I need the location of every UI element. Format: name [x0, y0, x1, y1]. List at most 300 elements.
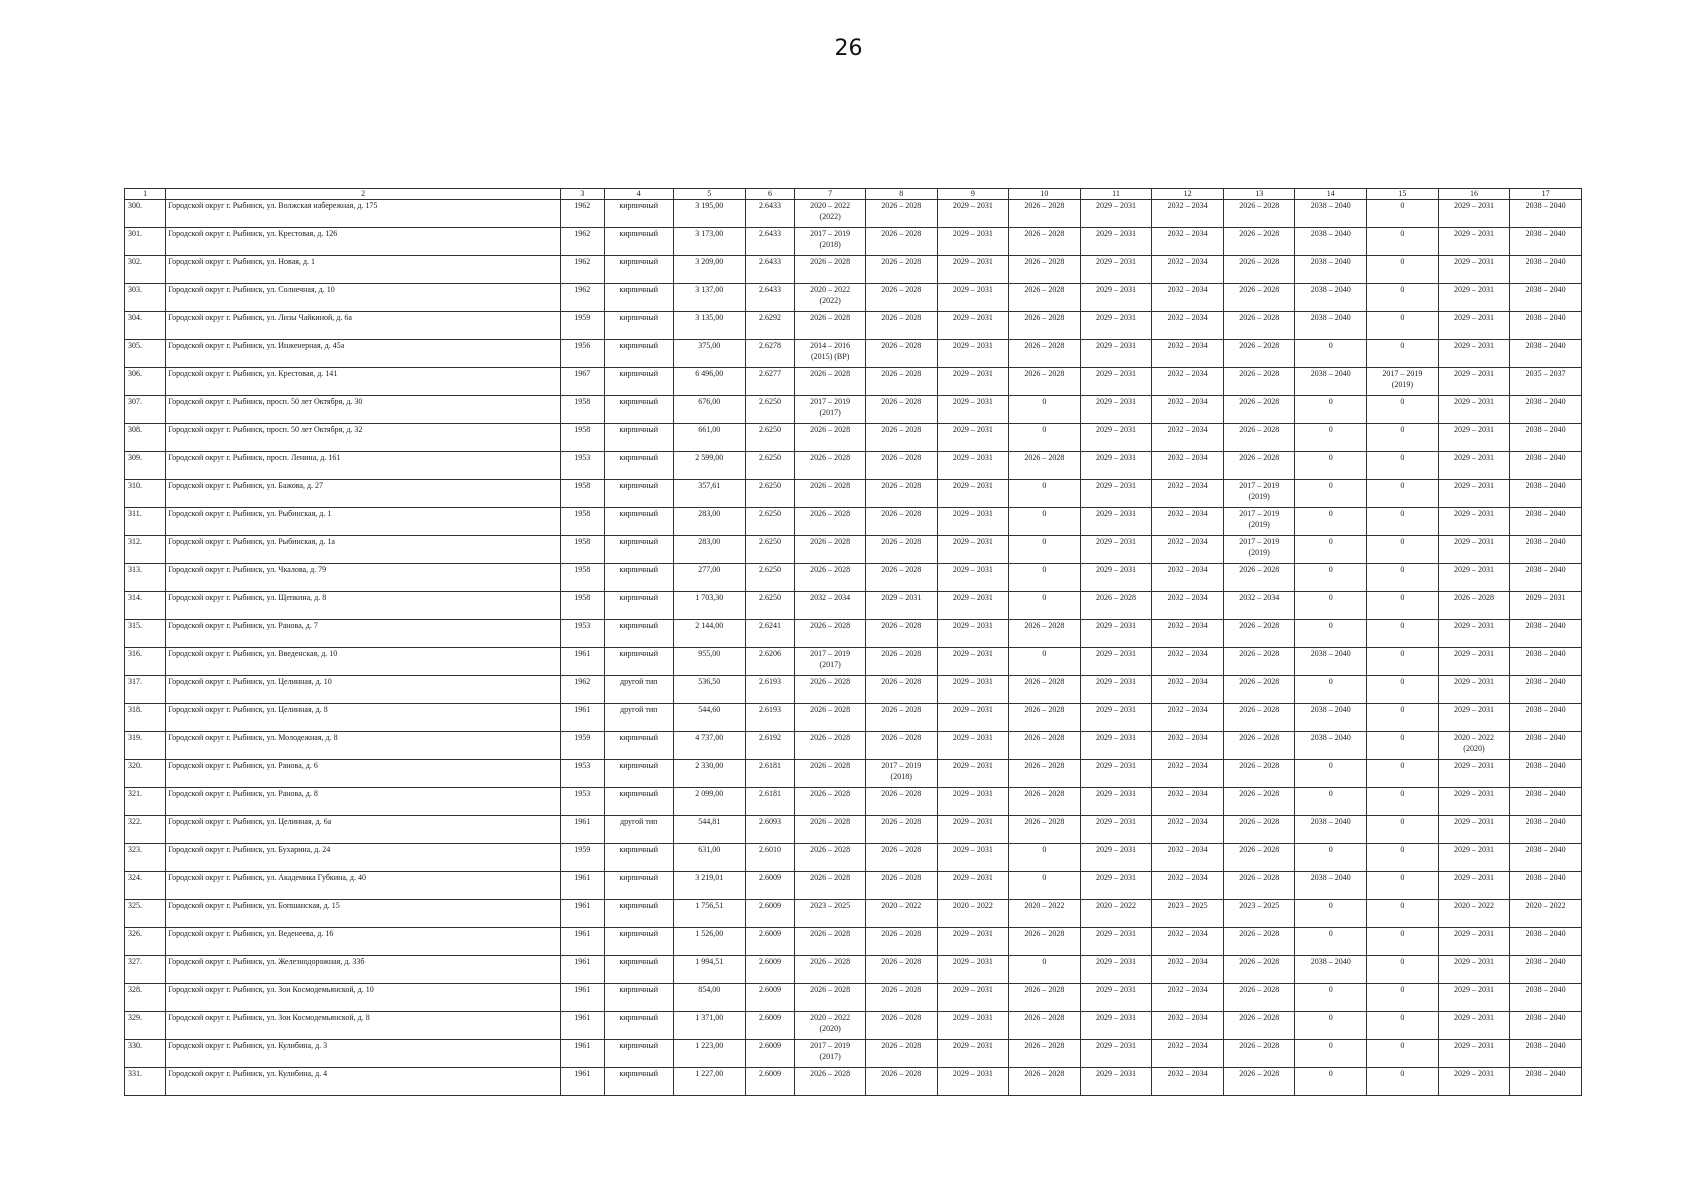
- period-col-16-cell: 2029 – 2031: [1438, 844, 1510, 872]
- column-header-3: 3: [561, 189, 604, 200]
- year-built-cell: 1958: [561, 536, 604, 564]
- area-cell: 375,00: [673, 340, 745, 368]
- rating-cell: 2.6250: [745, 592, 795, 620]
- period-col-16-cell: 2029 – 2031: [1438, 228, 1510, 256]
- period-col-17-cell: 2038 – 2040: [1510, 424, 1582, 452]
- period-col-14-cell: 0: [1295, 928, 1367, 956]
- period-col-9-cell: 2029 – 2031: [937, 424, 1009, 452]
- period-col-13-cell: 2026 – 2028: [1223, 396, 1295, 424]
- period-col-13-cell: 2026 – 2028: [1223, 620, 1295, 648]
- area-cell: 1 227,00: [673, 1068, 745, 1096]
- address-cell: Городской округ г. Рыбинск, ул. Солнечная, д. 10: [166, 284, 561, 312]
- table-row: [125, 312, 1582, 340]
- period-col-14-cell: 0: [1295, 340, 1367, 368]
- period-col-7-cell: 2014 – 2016 (2015) (ВР): [795, 340, 866, 368]
- period-col-10-cell: 2026 – 2028: [1009, 200, 1081, 228]
- row-number-cell: 318.: [125, 704, 166, 732]
- period-col-8-cell: 2026 – 2028: [865, 424, 937, 452]
- period-col-10-cell: 2026 – 2028: [1009, 732, 1081, 760]
- period-col-14-cell: 0: [1295, 1040, 1367, 1068]
- period-col-11-cell: 2029 – 2031: [1080, 256, 1152, 284]
- table-row: [125, 788, 1582, 816]
- period-col-10-cell: 2026 – 2028: [1009, 816, 1081, 844]
- period-col-11-cell: 2029 – 2031: [1080, 396, 1152, 424]
- rating-cell: 2.6250: [745, 508, 795, 536]
- period-col-12-cell: 2032 – 2034: [1152, 816, 1224, 844]
- wall-material-cell: кирпичный: [604, 620, 673, 648]
- period-col-12-cell: 2032 – 2034: [1152, 256, 1224, 284]
- rating-cell: 2.6250: [745, 536, 795, 564]
- year-built-cell: 1958: [561, 592, 604, 620]
- period-col-8-cell: 2029 – 2031: [865, 592, 937, 620]
- period-col-10-cell: 0: [1009, 648, 1081, 676]
- period-col-11-cell: 2020 – 2022: [1080, 900, 1152, 928]
- row-number-cell: 325.: [125, 900, 166, 928]
- rating-cell: 2.6009: [745, 900, 795, 928]
- wall-material-cell: кирпичный: [604, 396, 673, 424]
- period-col-7-cell: 2020 – 2022 (2020): [795, 1012, 866, 1040]
- period-col-13-cell: 2026 – 2028: [1223, 340, 1295, 368]
- period-col-16-cell: 2029 – 2031: [1438, 256, 1510, 284]
- rating-cell: 2.6181: [745, 788, 795, 816]
- period-col-17-cell: 2038 – 2040: [1510, 452, 1582, 480]
- period-col-9-cell: 2029 – 2031: [937, 228, 1009, 256]
- period-col-13-cell: 2017 – 2019 (2019): [1223, 536, 1295, 564]
- year-built-cell: 1958: [561, 508, 604, 536]
- period-col-12-cell: 2032 – 2034: [1152, 760, 1224, 788]
- period-col-8-cell: 2026 – 2028: [865, 732, 937, 760]
- period-col-10-cell: 0: [1009, 564, 1081, 592]
- period-col-7-cell: 2026 – 2028: [795, 480, 866, 508]
- period-col-7-cell: 2026 – 2028: [795, 1068, 866, 1096]
- rating-cell: 2.6193: [745, 704, 795, 732]
- period-col-17-cell: 2038 – 2040: [1510, 984, 1582, 1012]
- period-col-13-cell: 2026 – 2028: [1223, 872, 1295, 900]
- period-col-7-cell: 2017 – 2019 (2017): [795, 648, 866, 676]
- period-col-12-cell: 2032 – 2034: [1152, 508, 1224, 536]
- period-col-12-cell: 2032 – 2034: [1152, 424, 1224, 452]
- period-col-7-cell: 2023 – 2025: [795, 900, 866, 928]
- table-row: [125, 704, 1582, 732]
- period-col-14-cell: 2038 – 2040: [1295, 368, 1367, 396]
- table-row: [125, 900, 1582, 928]
- period-col-10-cell: 2026 – 2028: [1009, 368, 1081, 396]
- column-header-1: 1: [125, 189, 166, 200]
- period-col-16-cell: 2029 – 2031: [1438, 760, 1510, 788]
- period-col-7-cell: 2017 – 2019 (2017): [795, 396, 866, 424]
- period-col-17-cell: 2038 – 2040: [1510, 1040, 1582, 1068]
- year-built-cell: 1961: [561, 816, 604, 844]
- period-col-15-cell: 0: [1367, 648, 1439, 676]
- wall-material-cell: кирпичный: [604, 340, 673, 368]
- period-col-11-cell: 2029 – 2031: [1080, 1040, 1152, 1068]
- year-built-cell: 1961: [561, 984, 604, 1012]
- period-col-7-cell: 2026 – 2028: [795, 312, 866, 340]
- period-col-16-cell: 2029 – 2031: [1438, 396, 1510, 424]
- period-col-17-cell: 2038 – 2040: [1510, 536, 1582, 564]
- year-built-cell: 1961: [561, 956, 604, 984]
- column-header-10: 10: [1009, 189, 1081, 200]
- rating-cell: 2.6278: [745, 340, 795, 368]
- period-col-10-cell: 2026 – 2028: [1009, 284, 1081, 312]
- wall-material-cell: кирпичный: [604, 788, 673, 816]
- period-col-13-cell: 2026 – 2028: [1223, 760, 1295, 788]
- address-cell: Городской округ г. Рыбинск, ул. Рыбинская, д. 1а: [166, 536, 561, 564]
- period-col-8-cell: 2026 – 2028: [865, 844, 937, 872]
- address-cell: Городской округ г. Рыбинск, ул. Бопшанская, д. 15: [166, 900, 561, 928]
- period-col-16-cell: 2029 – 2031: [1438, 340, 1510, 368]
- address-cell: Городской округ г. Рыбинск, ул. Целинная, д. 6а: [166, 816, 561, 844]
- period-col-15-cell: 0: [1367, 480, 1439, 508]
- table-row: [125, 200, 1582, 228]
- rating-cell: 2.6010: [745, 844, 795, 872]
- period-col-7-cell: 2032 – 2034: [795, 592, 866, 620]
- year-built-cell: 1961: [561, 928, 604, 956]
- period-col-16-cell: 2029 – 2031: [1438, 284, 1510, 312]
- period-col-16-cell: 2029 – 2031: [1438, 452, 1510, 480]
- table-body: [125, 200, 1582, 1096]
- wall-material-cell: кирпичный: [604, 452, 673, 480]
- period-col-16-cell: 2029 – 2031: [1438, 956, 1510, 984]
- year-built-cell: 1961: [561, 648, 604, 676]
- period-col-12-cell: 2032 – 2034: [1152, 956, 1224, 984]
- row-number-cell: 304.: [125, 312, 166, 340]
- area-cell: 2 099,00: [673, 788, 745, 816]
- period-col-13-cell: 2026 – 2028: [1223, 1040, 1295, 1068]
- area-cell: 536,50: [673, 676, 745, 704]
- period-col-15-cell: 0: [1367, 424, 1439, 452]
- row-number-cell: 326.: [125, 928, 166, 956]
- period-col-13-cell: 2026 – 2028: [1223, 452, 1295, 480]
- period-col-13-cell: 2026 – 2028: [1223, 956, 1295, 984]
- period-col-13-cell: 2017 – 2019 (2019): [1223, 480, 1295, 508]
- period-col-7-cell: 2026 – 2028: [795, 928, 866, 956]
- period-col-10-cell: 2026 – 2028: [1009, 928, 1081, 956]
- period-col-12-cell: 2032 – 2034: [1152, 592, 1224, 620]
- wall-material-cell: кирпичный: [604, 844, 673, 872]
- wall-material-cell: кирпичный: [604, 984, 673, 1012]
- period-col-8-cell: 2026 – 2028: [865, 956, 937, 984]
- period-col-12-cell: 2032 – 2034: [1152, 928, 1224, 956]
- row-number-cell: 321.: [125, 788, 166, 816]
- period-col-16-cell: 2029 – 2031: [1438, 508, 1510, 536]
- period-col-11-cell: 2029 – 2031: [1080, 1012, 1152, 1040]
- period-col-15-cell: 0: [1367, 312, 1439, 340]
- row-number-cell: 313.: [125, 564, 166, 592]
- year-built-cell: 1959: [561, 844, 604, 872]
- area-cell: 544,60: [673, 704, 745, 732]
- address-cell: Городской округ г. Рыбинск, просп. 50 лет Октября, д. 32: [166, 424, 561, 452]
- period-col-8-cell: 2026 – 2028: [865, 620, 937, 648]
- period-col-16-cell: 2029 – 2031: [1438, 312, 1510, 340]
- period-col-13-cell: 2017 – 2019 (2019): [1223, 508, 1295, 536]
- period-col-13-cell: 2026 – 2028: [1223, 928, 1295, 956]
- period-col-8-cell: 2026 – 2028: [865, 984, 937, 1012]
- period-col-11-cell: 2029 – 2031: [1080, 340, 1152, 368]
- period-col-11-cell: 2029 – 2031: [1080, 564, 1152, 592]
- year-built-cell: 1959: [561, 732, 604, 760]
- row-number-cell: 303.: [125, 284, 166, 312]
- period-col-10-cell: 2026 – 2028: [1009, 256, 1081, 284]
- period-col-11-cell: 2029 – 2031: [1080, 536, 1152, 564]
- period-col-8-cell: 2026 – 2028: [865, 1040, 937, 1068]
- period-col-8-cell: 2026 – 2028: [865, 228, 937, 256]
- rating-cell: 2.6009: [745, 956, 795, 984]
- address-cell: Городской округ г. Рыбинск, ул. Инженерная, д. 45а: [166, 340, 561, 368]
- period-col-16-cell: 2029 – 2031: [1438, 368, 1510, 396]
- period-col-7-cell: 2026 – 2028: [795, 536, 866, 564]
- table-row: [125, 1040, 1582, 1068]
- wall-material-cell: кирпичный: [604, 1012, 673, 1040]
- period-col-17-cell: 2038 – 2040: [1510, 732, 1582, 760]
- period-col-16-cell: 2029 – 2031: [1438, 620, 1510, 648]
- period-col-14-cell: 2038 – 2040: [1295, 704, 1367, 732]
- period-col-12-cell: 2032 – 2034: [1152, 1068, 1224, 1096]
- period-col-10-cell: 0: [1009, 956, 1081, 984]
- year-built-cell: 1958: [561, 424, 604, 452]
- period-col-9-cell: 2029 – 2031: [937, 956, 1009, 984]
- period-col-15-cell: 0: [1367, 676, 1439, 704]
- period-col-8-cell: 2026 – 2028: [865, 788, 937, 816]
- period-col-7-cell: 2020 – 2022 (2022): [795, 200, 866, 228]
- period-col-9-cell: 2029 – 2031: [937, 284, 1009, 312]
- period-col-12-cell: 2032 – 2034: [1152, 200, 1224, 228]
- period-col-8-cell: 2026 – 2028: [865, 704, 937, 732]
- period-col-13-cell: 2026 – 2028: [1223, 648, 1295, 676]
- housing-repair-schedule-table: [124, 188, 1582, 1096]
- period-col-14-cell: 0: [1295, 1068, 1367, 1096]
- period-col-12-cell: 2032 – 2034: [1152, 620, 1224, 648]
- page-number: 26: [834, 36, 863, 61]
- row-number-cell: 309.: [125, 452, 166, 480]
- year-built-cell: 1961: [561, 872, 604, 900]
- period-col-14-cell: 0: [1295, 480, 1367, 508]
- period-col-10-cell: 2026 – 2028: [1009, 984, 1081, 1012]
- period-col-14-cell: 0: [1295, 564, 1367, 592]
- period-col-10-cell: 2026 – 2028: [1009, 1040, 1081, 1068]
- period-col-7-cell: 2026 – 2028: [795, 424, 866, 452]
- period-col-9-cell: 2029 – 2031: [937, 256, 1009, 284]
- period-col-8-cell: 2017 – 2019 (2018): [865, 760, 937, 788]
- row-number-cell: 301.: [125, 228, 166, 256]
- year-built-cell: 1958: [561, 564, 604, 592]
- year-built-cell: 1953: [561, 760, 604, 788]
- period-col-9-cell: 2029 – 2031: [937, 872, 1009, 900]
- address-cell: Городской округ г. Рыбинск, ул. Целинная, д. 10: [166, 676, 561, 704]
- period-col-9-cell: 2029 – 2031: [937, 760, 1009, 788]
- area-cell: 1 703,30: [673, 592, 745, 620]
- period-col-13-cell: 2026 – 2028: [1223, 1068, 1295, 1096]
- period-col-14-cell: 0: [1295, 676, 1367, 704]
- address-cell: Городской округ г. Рыбинск, ул. Целинная, д. 8: [166, 704, 561, 732]
- period-col-14-cell: 0: [1295, 760, 1367, 788]
- wall-material-cell: кирпичный: [604, 1068, 673, 1096]
- period-col-16-cell: 2029 – 2031: [1438, 200, 1510, 228]
- period-col-13-cell: 2026 – 2028: [1223, 984, 1295, 1012]
- period-col-7-cell: 2026 – 2028: [795, 732, 866, 760]
- period-col-11-cell: 2029 – 2031: [1080, 424, 1152, 452]
- year-built-cell: 1962: [561, 676, 604, 704]
- period-col-16-cell: 2029 – 2031: [1438, 676, 1510, 704]
- area-cell: 1 756,51: [673, 900, 745, 928]
- rating-cell: 2.6009: [745, 872, 795, 900]
- period-col-15-cell: 0: [1367, 452, 1439, 480]
- period-col-9-cell: 2029 – 2031: [937, 984, 1009, 1012]
- table-row: [125, 368, 1582, 396]
- year-built-cell: 1953: [561, 788, 604, 816]
- period-col-10-cell: 0: [1009, 480, 1081, 508]
- row-number-cell: 319.: [125, 732, 166, 760]
- period-col-11-cell: 2029 – 2031: [1080, 200, 1152, 228]
- period-col-12-cell: 2032 – 2034: [1152, 676, 1224, 704]
- period-col-13-cell: 2026 – 2028: [1223, 704, 1295, 732]
- period-col-16-cell: 2029 – 2031: [1438, 872, 1510, 900]
- period-col-15-cell: 0: [1367, 760, 1439, 788]
- period-col-15-cell: 0: [1367, 200, 1439, 228]
- period-col-8-cell: 2026 – 2028: [865, 396, 937, 424]
- period-col-7-cell: 2026 – 2028: [795, 816, 866, 844]
- period-col-13-cell: 2026 – 2028: [1223, 1012, 1295, 1040]
- period-col-17-cell: 2038 – 2040: [1510, 956, 1582, 984]
- period-col-8-cell: 2026 – 2028: [865, 284, 937, 312]
- wall-material-cell: кирпичный: [604, 256, 673, 284]
- address-cell: Городской округ г. Рыбинск, ул. Ранова, д. 8: [166, 788, 561, 816]
- period-col-15-cell: 0: [1367, 788, 1439, 816]
- period-col-16-cell: 2029 – 2031: [1438, 1012, 1510, 1040]
- wall-material-cell: кирпичный: [604, 200, 673, 228]
- period-col-9-cell: 2029 – 2031: [937, 480, 1009, 508]
- address-cell: Городской округ г. Рыбинск, ул. Введенская, д. 10: [166, 648, 561, 676]
- address-cell: Городской округ г. Рыбинск, ул. Щепкина, д. 8: [166, 592, 561, 620]
- period-col-7-cell: 2026 – 2028: [795, 704, 866, 732]
- period-col-10-cell: 2026 – 2028: [1009, 760, 1081, 788]
- rating-cell: 2.6093: [745, 816, 795, 844]
- period-col-17-cell: 2038 – 2040: [1510, 928, 1582, 956]
- area-cell: 1 994,51: [673, 956, 745, 984]
- period-col-16-cell: 2029 – 2031: [1438, 1068, 1510, 1096]
- period-col-10-cell: 0: [1009, 592, 1081, 620]
- period-col-17-cell: 2038 – 2040: [1510, 564, 1582, 592]
- period-col-10-cell: 2026 – 2028: [1009, 312, 1081, 340]
- period-col-14-cell: 0: [1295, 1012, 1367, 1040]
- period-col-10-cell: 2026 – 2028: [1009, 676, 1081, 704]
- period-col-15-cell: 0: [1367, 928, 1439, 956]
- address-cell: Городской округ г. Рыбинск, ул. Чкалова, д. 79: [166, 564, 561, 592]
- period-col-13-cell: 2026 – 2028: [1223, 788, 1295, 816]
- row-number-cell: 330.: [125, 1040, 166, 1068]
- table-row: [125, 676, 1582, 704]
- period-col-10-cell: 2026 – 2028: [1009, 452, 1081, 480]
- period-col-11-cell: 2029 – 2031: [1080, 928, 1152, 956]
- period-col-15-cell: 0: [1367, 1068, 1439, 1096]
- rating-cell: 2.6292: [745, 312, 795, 340]
- period-col-14-cell: 0: [1295, 788, 1367, 816]
- period-col-10-cell: 2026 – 2028: [1009, 340, 1081, 368]
- wall-material-cell: кирпичный: [604, 732, 673, 760]
- table-row: [125, 732, 1582, 760]
- table-row: [125, 564, 1582, 592]
- period-col-9-cell: 2029 – 2031: [937, 816, 1009, 844]
- period-col-14-cell: 0: [1295, 536, 1367, 564]
- period-col-12-cell: 2032 – 2034: [1152, 648, 1224, 676]
- column-header-13: 13: [1223, 189, 1295, 200]
- period-col-16-cell: 2029 – 2031: [1438, 984, 1510, 1012]
- period-col-15-cell: 0: [1367, 396, 1439, 424]
- period-col-12-cell: 2032 – 2034: [1152, 1012, 1224, 1040]
- period-col-17-cell: 2038 – 2040: [1510, 284, 1582, 312]
- row-number-cell: 305.: [125, 340, 166, 368]
- period-col-16-cell: 2029 – 2031: [1438, 424, 1510, 452]
- year-built-cell: 1961: [561, 1012, 604, 1040]
- period-col-7-cell: 2026 – 2028: [795, 984, 866, 1012]
- period-col-14-cell: 0: [1295, 592, 1367, 620]
- rating-cell: 2.6250: [745, 396, 795, 424]
- row-number-cell: 314.: [125, 592, 166, 620]
- period-col-7-cell: 2026 – 2028: [795, 956, 866, 984]
- address-cell: Городской округ г. Рыбинск, ул. Крестовая, д. 141: [166, 368, 561, 396]
- period-col-9-cell: 2029 – 2031: [937, 312, 1009, 340]
- period-col-15-cell: 2017 – 2019 (2019): [1367, 368, 1439, 396]
- table-row: [125, 340, 1582, 368]
- address-cell: Городской округ г. Рыбинск, ул. Веденеева, д. 16: [166, 928, 561, 956]
- period-col-9-cell: 2029 – 2031: [937, 536, 1009, 564]
- period-col-14-cell: 0: [1295, 984, 1367, 1012]
- period-col-17-cell: 2020 – 2022: [1510, 900, 1582, 928]
- period-col-15-cell: 0: [1367, 1040, 1439, 1068]
- table-row: [125, 592, 1582, 620]
- wall-material-cell: кирпичный: [604, 592, 673, 620]
- area-cell: 3 219,01: [673, 872, 745, 900]
- period-col-17-cell: 2038 – 2040: [1510, 480, 1582, 508]
- wall-material-cell: кирпичный: [604, 956, 673, 984]
- period-col-17-cell: 2038 – 2040: [1510, 760, 1582, 788]
- area-cell: 357,61: [673, 480, 745, 508]
- period-col-17-cell: 2038 – 2040: [1510, 396, 1582, 424]
- column-header-15: 15: [1367, 189, 1439, 200]
- period-col-17-cell: 2038 – 2040: [1510, 312, 1582, 340]
- rating-cell: 2.6009: [745, 1068, 795, 1096]
- period-col-11-cell: 2029 – 2031: [1080, 816, 1152, 844]
- rating-cell: 2.6192: [745, 732, 795, 760]
- table-row: [125, 536, 1582, 564]
- period-col-9-cell: 2029 – 2031: [937, 1068, 1009, 1096]
- period-col-10-cell: 0: [1009, 396, 1081, 424]
- period-col-12-cell: 2032 – 2034: [1152, 564, 1224, 592]
- period-col-14-cell: 0: [1295, 900, 1367, 928]
- period-col-8-cell: 2026 – 2028: [865, 1068, 937, 1096]
- period-col-7-cell: 2017 – 2019 (2017): [795, 1040, 866, 1068]
- period-col-16-cell: 2026 – 2028: [1438, 592, 1510, 620]
- period-col-10-cell: 2026 – 2028: [1009, 1068, 1081, 1096]
- period-col-15-cell: 0: [1367, 984, 1439, 1012]
- row-number-cell: 316.: [125, 648, 166, 676]
- period-col-12-cell: 2032 – 2034: [1152, 984, 1224, 1012]
- period-col-14-cell: 2038 – 2040: [1295, 956, 1367, 984]
- period-col-8-cell: 2026 – 2028: [865, 1012, 937, 1040]
- period-col-13-cell: 2026 – 2028: [1223, 844, 1295, 872]
- rating-cell: 2.6250: [745, 564, 795, 592]
- column-header-2: 2: [166, 189, 561, 200]
- rating-cell: 2.6250: [745, 424, 795, 452]
- period-col-16-cell: 2020 – 2022 (2020): [1438, 732, 1510, 760]
- address-cell: Городской округ г. Рыбинск, просп. Ленина, д. 161: [166, 452, 561, 480]
- rating-cell: 2.6009: [745, 984, 795, 1012]
- period-col-17-cell: 2038 – 2040: [1510, 1012, 1582, 1040]
- column-header-7: 7: [795, 189, 866, 200]
- column-header-5: 5: [673, 189, 745, 200]
- period-col-16-cell: 2020 – 2022: [1438, 900, 1510, 928]
- address-cell: Городской округ г. Рыбинск, ул. Зои Космодемьянской, д. 8: [166, 1012, 561, 1040]
